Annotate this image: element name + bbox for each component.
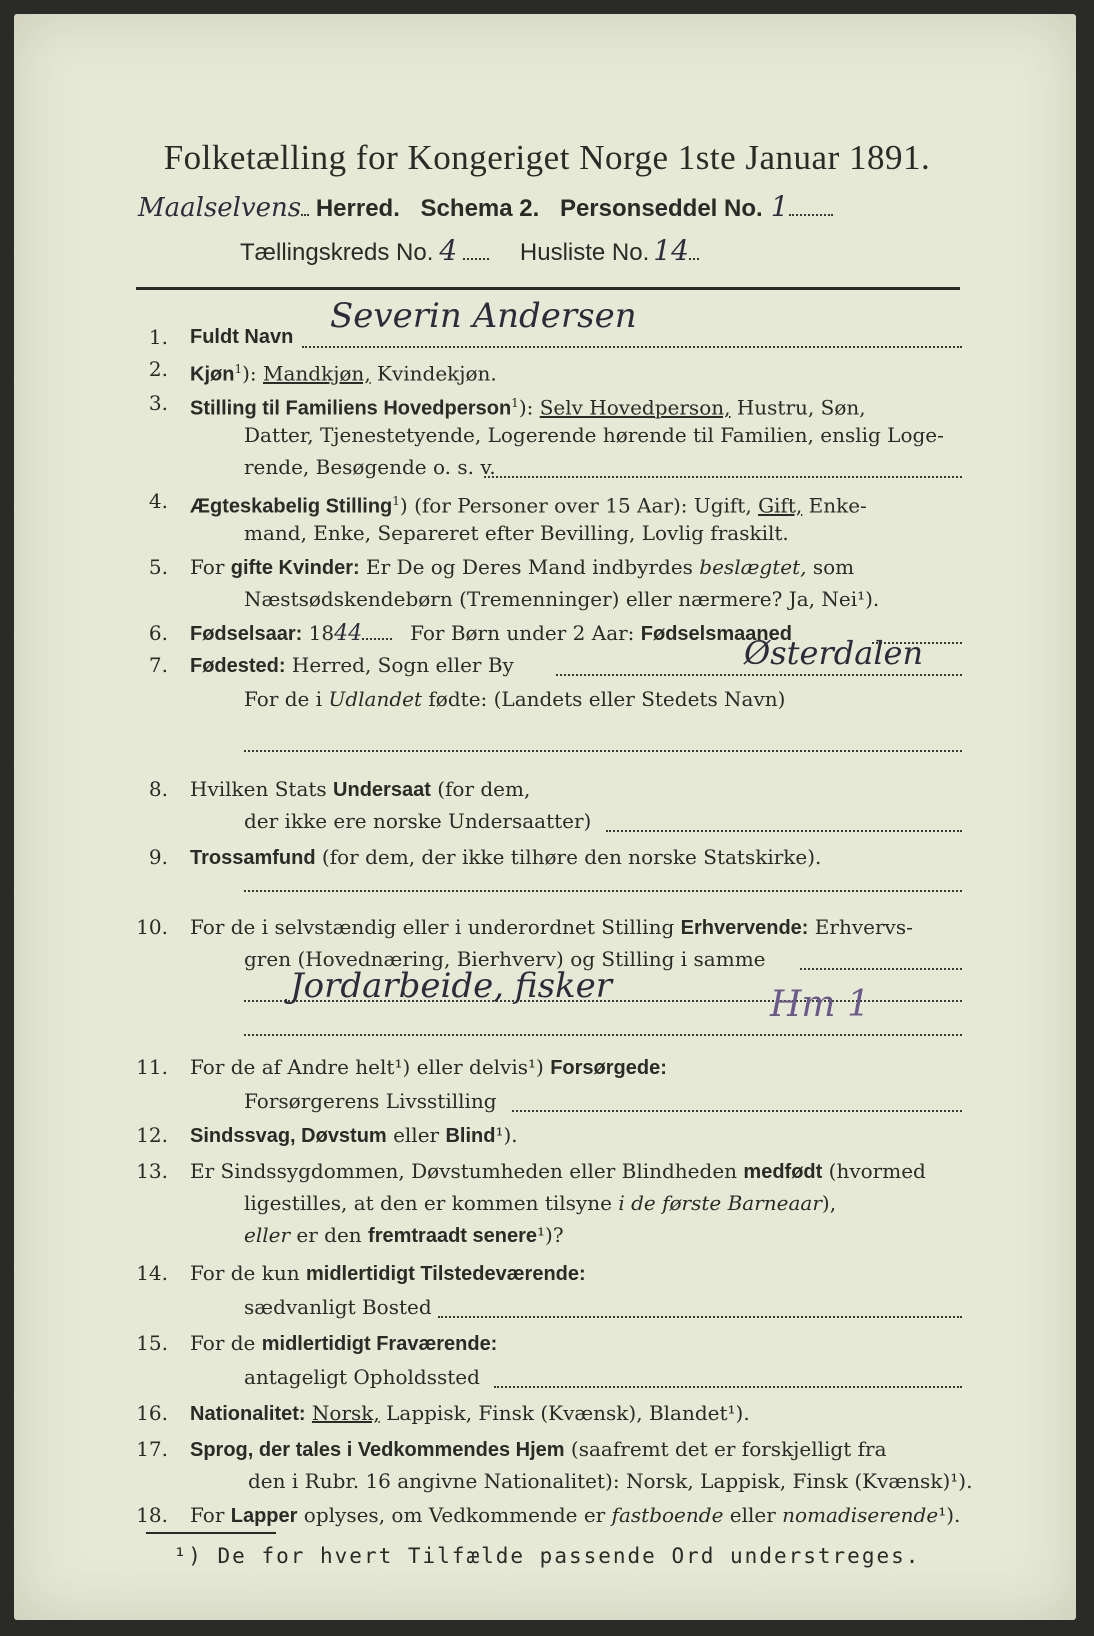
item-text: ¹)?	[537, 1223, 564, 1247]
item-text: Hvilken Stats	[190, 777, 334, 801]
item-text: 18	[302, 621, 335, 645]
item-number: 1.	[148, 325, 168, 349]
item-text: (saafremt det er forskjelligt fra	[564, 1437, 887, 1461]
footnote-mark: 1	[234, 362, 243, 376]
item-label: Fødselsaar:	[190, 623, 303, 645]
item-text: (for dem, der ikke tilhøre den norske Statskirke).	[315, 845, 822, 869]
item-label: Lapper	[230, 1505, 298, 1527]
item-label: midlertidigt Tilstedeværende:	[305, 1263, 586, 1285]
item-text: fødte: (Landets eller Stedets Navn)	[422, 687, 786, 711]
fill-line	[484, 460, 962, 478]
item-label: Sindssvag, Døvstum	[190, 1125, 387, 1147]
item-label: medfødt	[743, 1161, 823, 1183]
birthplace-handwritten: Østerdalen	[744, 634, 924, 672]
item-text: oplyses, om Vedkommende er	[297, 1503, 612, 1527]
husliste-handwritten: 14	[653, 234, 689, 267]
item-label: Undersaat	[333, 779, 431, 801]
item-text: den i Rubr. 16 angivne Nationalitet): Norsk, Lappisk, Finsk (Kvænsk)¹).	[248, 1469, 973, 1493]
item-text: For Børn under 2 Aar:	[410, 621, 641, 645]
item-text: gren (Hovednæring, Bierhverv) og Stilling i samme	[244, 947, 766, 971]
item-number: 11.	[136, 1055, 168, 1079]
item-number: 10.	[136, 915, 168, 939]
schema-label: Schema 2.	[420, 195, 540, 222]
item-italic: fastboende	[611, 1503, 724, 1527]
item-label: midlertidigt Fraværende:	[261, 1333, 498, 1355]
personseddel-label: Personseddel No.	[559, 195, 763, 222]
header-line-2	[240, 234, 699, 267]
fill-line	[800, 952, 962, 970]
item-number: 7.	[148, 653, 168, 677]
item-label: fremtraadt senere	[368, 1225, 537, 1247]
item-text: ¹).	[938, 1503, 961, 1527]
item-number: 17.	[136, 1437, 168, 1461]
item-text: Næstsødskendebørn (Tremenninger) eller nærmere? Ja, Nei¹).	[244, 587, 880, 611]
option: Lappisk, Finsk (Kvænsk), Blandet¹).	[379, 1401, 750, 1425]
fill-line	[512, 1094, 962, 1112]
item-text: ) (for Personer over 15 Aar): Ugift,	[399, 493, 759, 518]
item-label: Fuldt Navn	[190, 326, 294, 348]
item-italic: eller	[244, 1223, 291, 1247]
item-text: ¹).	[495, 1123, 518, 1147]
item-label: Erhvervende:	[680, 917, 809, 939]
herred-label: Herred.	[315, 195, 400, 222]
kreds-label: Tællingskreds No.	[240, 239, 434, 266]
item-text: eller	[723, 1503, 783, 1527]
item-label: Fødselsmaaned	[640, 623, 792, 645]
item-label: Ægteskabelig Stilling	[190, 495, 393, 518]
item-number: 16.	[136, 1401, 168, 1425]
item-label: gifte Kvinder:	[230, 557, 360, 579]
item-number: 5.	[148, 555, 168, 579]
item-text: ligestilles, at den er kommen tilsyne	[244, 1191, 619, 1215]
item-text: For de i selvstændig eller i underordnet Stilling	[190, 915, 681, 939]
fill-line	[606, 814, 962, 832]
footnote: ¹) De for hvert Tilfælde passende Ord understreges.	[173, 1544, 921, 1568]
item-text: For	[190, 555, 231, 579]
husliste-label: Husliste No.	[519, 239, 650, 266]
footnote-mark: 1	[511, 396, 519, 410]
classification-mark: Hm 1	[770, 984, 870, 1025]
item-text: antageligt Opholdssted	[244, 1365, 480, 1389]
item-text: For de af Andre helt¹) eller delvis¹)	[190, 1055, 551, 1079]
item-number: 2.	[148, 357, 168, 381]
occupation-handwritten: Jordarbeide, fisker	[290, 966, 613, 1006]
item-text: Datter, Tjenestetyende, Logerende hørende til Familien, enslig Loge-	[244, 423, 944, 447]
item-text: som	[806, 555, 855, 579]
item-text: der ikke ere norske Undersaatter)	[244, 809, 592, 833]
item-text: For de	[190, 1331, 262, 1355]
option-underlined: Mandkjøn,	[262, 361, 371, 386]
item-label: Kjøn	[190, 363, 235, 386]
item-text: Herred, Sogn eller By	[285, 653, 514, 677]
item-italic: beslægtet,	[699, 555, 807, 579]
item-label: Blind	[445, 1125, 496, 1147]
item-text: ),	[821, 1191, 837, 1215]
item-label: Fødested:	[190, 655, 286, 677]
item-text: eller	[386, 1123, 446, 1147]
fill-line	[494, 1370, 962, 1388]
item-number: 9.	[148, 845, 168, 869]
item-text: Er Sindssygdommen, Døvstumheden eller Blindheden	[190, 1159, 744, 1183]
item-number: 14.	[136, 1261, 168, 1285]
option: Hustru, Søn,	[730, 395, 866, 420]
item-text: er den	[290, 1223, 369, 1247]
item-text: (for dem,	[430, 777, 531, 801]
item-text: For de i	[244, 687, 329, 711]
item-text: rende, Besøgende o. s. v.	[244, 455, 496, 479]
fill-line	[438, 1300, 962, 1318]
option: Kvindekjøn.	[370, 361, 497, 386]
option-underlined: Gift,	[758, 493, 803, 518]
item-text: For	[190, 1503, 231, 1527]
item-text: sædvanligt Bosted	[244, 1295, 432, 1319]
item-number: 12.	[136, 1123, 168, 1147]
header-divider	[136, 287, 960, 290]
fill-line	[244, 734, 962, 752]
item-italic: nomadiserende	[782, 1503, 939, 1527]
item-italic: Udlandet	[328, 687, 423, 711]
header-line-1	[138, 190, 833, 223]
option-underlined: Selv Hovedperson,	[539, 395, 731, 420]
item-number: 15.	[136, 1331, 168, 1355]
fill-line	[244, 874, 962, 892]
item-label: Forsørgede:	[550, 1057, 667, 1079]
herred-handwritten: Maalselvens	[138, 193, 302, 223]
footnote-mark: 1	[392, 494, 400, 508]
item-text: Er De og Deres Mand indbyrdes	[359, 555, 700, 579]
item-number: 3.	[148, 391, 168, 415]
item-text: Forsørgerens Livsstilling	[244, 1089, 497, 1113]
option: Enke-	[802, 493, 867, 518]
item-number: 6.	[148, 621, 168, 645]
personseddel-handwritten: 1	[770, 190, 789, 223]
option-underlined: Norsk,	[311, 1401, 380, 1425]
item-text: Erhvervs-	[808, 915, 913, 939]
item-label: Stilling til Familiens Hovedperson	[190, 397, 512, 420]
item-text: ):	[518, 395, 540, 420]
item-label: Sprog, der tales i Vedkommendes Hjem	[190, 1439, 565, 1461]
item-label: Trossamfund	[190, 847, 316, 869]
item-number: 8.	[148, 777, 168, 801]
item-text: ):	[242, 361, 263, 386]
item-text: For de kun	[190, 1261, 306, 1285]
birthyear-handwritten: 44	[334, 621, 363, 646]
item-text: (hvormed	[822, 1159, 926, 1183]
item-label: Nationalitet:	[190, 1403, 306, 1425]
item-italic: i de første Barneaar	[618, 1191, 822, 1215]
kreds-handwritten: 4	[439, 234, 458, 267]
item-number: 4.	[148, 489, 168, 513]
form-title: Folketælling for Kongeriget Norge 1ste Januar 1891.	[163, 138, 931, 177]
footnote-divider	[146, 1532, 276, 1534]
item-text: mand, Enke, Separeret efter Bevilling, Lovlig fraskilt.	[244, 521, 789, 545]
name-handwritten: Severin Andersen	[330, 296, 637, 336]
item-number: 13.	[136, 1159, 168, 1183]
item-number: 18.	[136, 1503, 168, 1527]
